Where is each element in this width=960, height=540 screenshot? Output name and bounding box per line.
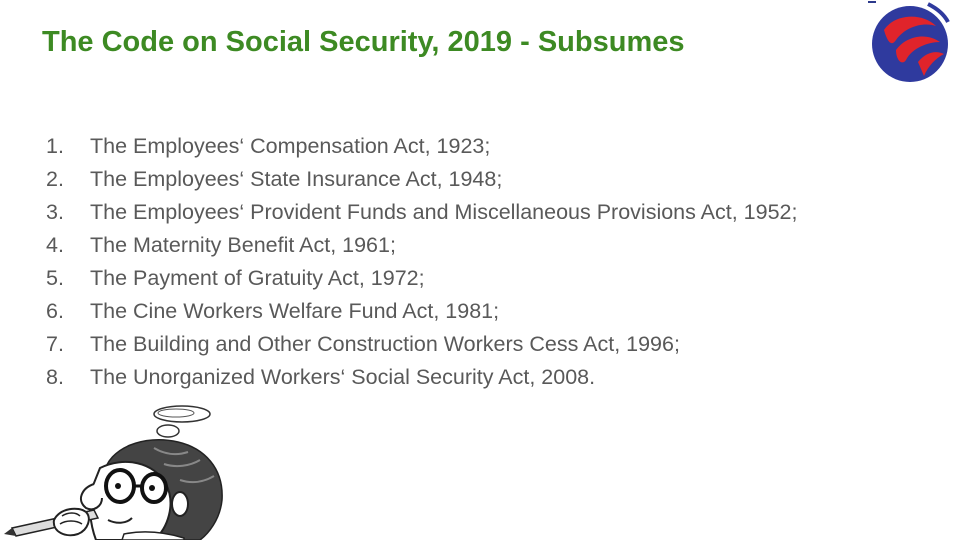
list-item [46, 130, 797, 163]
acts-list [46, 130, 797, 394]
list-item-number: 4. [46, 233, 64, 257]
list-item-number: 3. [46, 200, 64, 224]
list-item-number: 7. [46, 332, 64, 356]
list-item [46, 163, 797, 196]
organization-logo-icon [866, 0, 954, 88]
list-item-text: The Employees‘ State Insurance Act, 1948; [90, 167, 503, 191]
list-item-text: The Maternity Benefit Act, 1961; [90, 233, 396, 257]
list-item-number: 1. [46, 134, 64, 158]
list-item [46, 361, 797, 394]
list-item [46, 328, 797, 361]
list-item-text: The Payment of Gratuity Act, 1972; [90, 266, 425, 290]
list-item-text: The Building and Other Construction Workers Cess Act, 1996; [90, 332, 680, 356]
list-item [46, 295, 797, 328]
list-item [46, 196, 797, 229]
list-item-text: The Unorganized Workers‘ Social Security Act, 2008. [90, 365, 596, 389]
list-item-number: 2. [46, 167, 64, 191]
list-item-number: 8. [46, 365, 64, 389]
list-item-text: The Cine Workers Welfare Fund Act, 1981; [90, 299, 500, 323]
list-item-text: The Employees‘ Compensation Act, 1923; [90, 134, 491, 158]
list-item-text: The Employees‘ Provident Funds and Miscellaneous Provisions Act, 1952; [90, 200, 798, 224]
list-item [46, 229, 797, 262]
slide-title: The Code on Social Security, 2019 - Subsumes [42, 26, 685, 58]
list-item [46, 262, 797, 295]
thinking-man-cartoon-icon [4, 404, 244, 540]
list-item-number: 5. [46, 266, 64, 290]
list-item-number: 6. [46, 299, 64, 323]
